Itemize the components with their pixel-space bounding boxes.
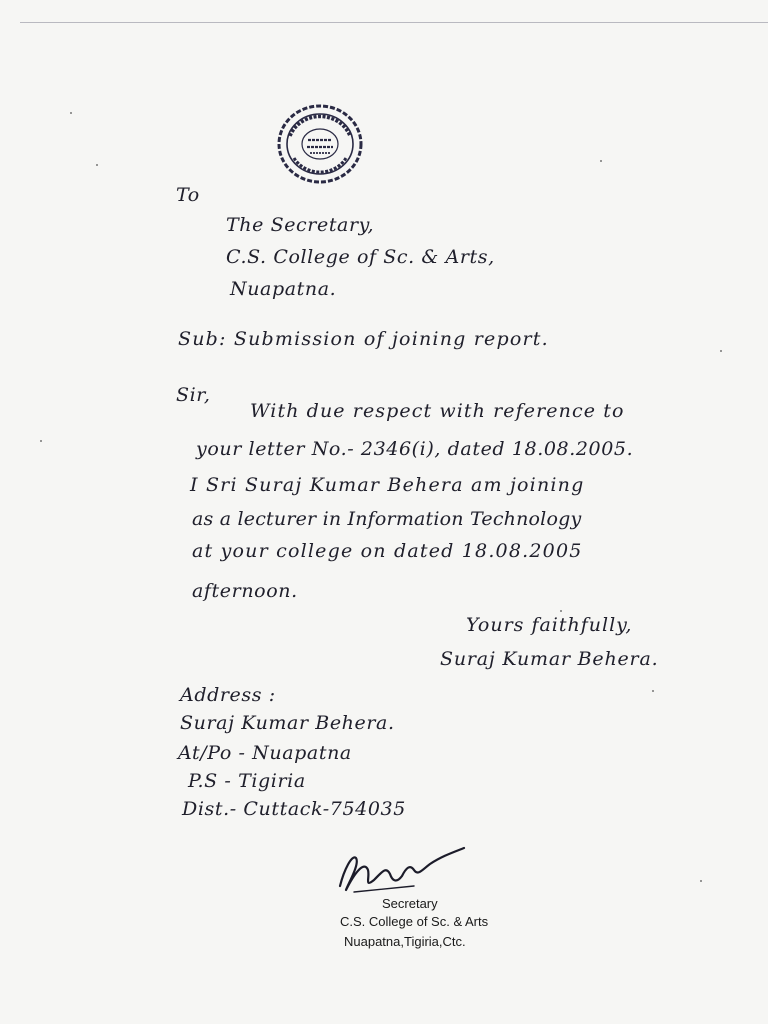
body-line-1: With due respect with reference to bbox=[250, 400, 625, 422]
address-line-3: P.S - Tigiria bbox=[188, 770, 306, 792]
page-top-rule bbox=[20, 22, 768, 23]
body-line-4: as a lecturer in Information Technology bbox=[192, 508, 582, 530]
recipient-line-1: The Secretary, bbox=[226, 214, 375, 236]
scan-speck bbox=[720, 350, 722, 352]
address-line-1: Suraj Kumar Behera. bbox=[180, 712, 395, 734]
scan-speck bbox=[40, 440, 42, 442]
scan-speck bbox=[96, 164, 98, 166]
endorsement-title: Secretary bbox=[382, 896, 438, 911]
endorsement-college: C.S. College of Sc. & Arts bbox=[340, 914, 489, 929]
recipient-line-3: Nuapatna. bbox=[230, 278, 337, 300]
college-seal-stamp-icon bbox=[276, 102, 364, 186]
greeting: Sir, bbox=[176, 384, 211, 406]
body-line-5: at your college on dated 18.08.2005 bbox=[192, 540, 583, 562]
secretary-signature-icon bbox=[334, 840, 468, 898]
endorsement-address: Nuapatna,Tigiria,Ctc. bbox=[344, 934, 466, 949]
body-line-2: your letter No.- 2346(i), dated 18.08.2005. bbox=[196, 438, 634, 460]
scan-speck bbox=[700, 880, 702, 882]
scan-speck bbox=[560, 610, 562, 612]
scan-speck bbox=[652, 690, 654, 692]
to-label: To bbox=[176, 184, 200, 206]
closing: Yours faithfully, bbox=[466, 614, 633, 636]
signed-name: Suraj Kumar Behera. bbox=[440, 648, 659, 670]
recipient-line-2: C.S. College of Sc. & Arts, bbox=[226, 246, 495, 268]
address-line-2: At/Po - Nuapatna bbox=[178, 742, 352, 764]
subject-line: Sub: Submission of joining report. bbox=[178, 328, 549, 350]
address-line-4: Dist.- Cuttack-754035 bbox=[182, 798, 406, 820]
body-line-6: afternoon. bbox=[192, 580, 298, 602]
scan-speck bbox=[70, 112, 72, 114]
address-label: Address : bbox=[180, 684, 276, 706]
body-line-3: I Sri Suraj Kumar Behera am joining bbox=[190, 474, 585, 496]
scan-speck bbox=[600, 160, 602, 162]
